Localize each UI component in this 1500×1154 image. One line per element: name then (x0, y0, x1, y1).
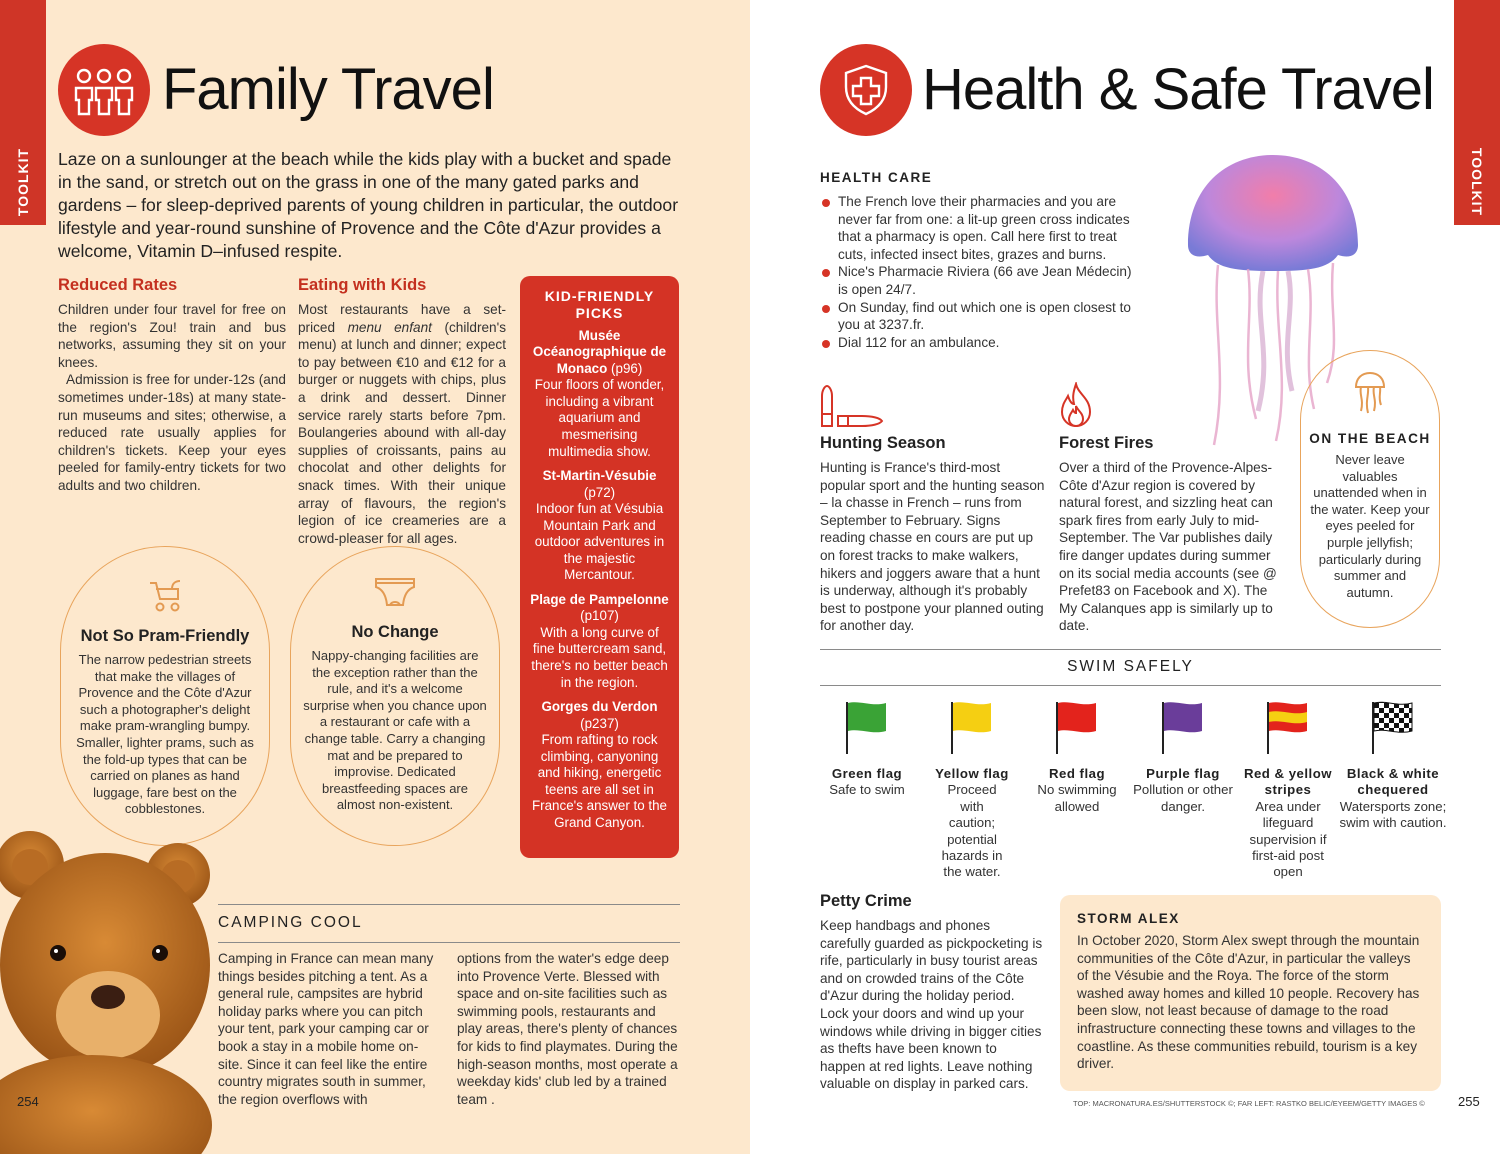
eating-section (298, 276, 506, 547)
storm-text: In October 2020, Storm Alex swept through the mountain communities of the Côte d'Azur, in particular the valleys of the Vésubie and the Roya. The force of the storm washed away homes and killed 10 people. Recovery has been slow, not least because of damage to the road infrastructure connecting these towns and villages to the coastline. As these communities rebuild, tourism is a key driver. (1077, 933, 1420, 1072)
camping-rule-2 (218, 942, 680, 943)
camping-heading: CAMPING COOL (218, 914, 363, 931)
kid-pick-page: (p237) (580, 715, 619, 731)
nochange-oval (290, 546, 500, 846)
intro-text: Laze on a sunlounger at the beach while the kids play with a bucket and spade in the sand, or stretch out on the grass in one of the many gated parks and gardens – for sleep-deprived parents of young children in particular, the outdoor lifestyle and year-round sunshine of Provence and the Côte d'Azur provides a welcome, Vitamin D–infused respite. (58, 149, 679, 261)
bullet-cartridge-icon (820, 384, 884, 430)
flag-desc: Proceed with caution; potential hazards in the water. (941, 782, 1003, 880)
flag-name: Yellow flag (935, 766, 1009, 781)
kid-pick-name (528, 699, 671, 732)
camping-col2: options from the water's edge deep into Provence Verte. Blessed with space and on-site facilities such as swimming pools, restaurants and play areas, there's plenty of chances for kids to find playmates. During the high-season months, most operate a weekday kids' club led by a trained team . (457, 951, 678, 1107)
medical-cross-shield-icon (820, 44, 912, 136)
page-number-left: 254 (17, 1094, 39, 1109)
hunting-section (820, 434, 1048, 635)
flag-name: Red flag (1048, 766, 1106, 781)
kid-pick-name (528, 468, 671, 501)
photo-credit: TOP: MACRONATURA.ES/SHUTTERSTOCK ©; FAR LEFT: RASTKO BELIC/EYEEM/GETTY IMAGES © (1073, 1099, 1425, 1108)
nochange-heading: No Change (351, 623, 439, 641)
swim-flag-item (1233, 698, 1343, 881)
health-care-item: On Sunday, find out which one is open closest to you at 3237.fr. (820, 299, 1140, 334)
flag-icon (948, 698, 996, 756)
right-page (750, 0, 1500, 1154)
swim-rule-bottom (820, 685, 1441, 686)
flag-desc: Pollution or other danger. (1133, 782, 1233, 814)
forest-fires-text: Over a third of the Provence-Alpes-Côte d'Azur region is covered by natural forest, and sizzling heat can spark fires from early July to mid-September. The Var publishes daily fire danger updates during summer on its social media accounts (see @ Prefet83 on Facebook and X). The My Calanques app is similarly up to date. (1059, 460, 1277, 634)
health-care-item: Dial 112 for an ambulance. (820, 334, 1140, 352)
toolkit-tab-left: TOOLKIT (0, 0, 46, 225)
flag-name: Red & yellow stripes (1243, 766, 1333, 798)
flag-icon (1369, 698, 1417, 756)
swim-heading: SWIM SAFELY (1067, 658, 1194, 675)
beach-oval (1300, 350, 1440, 628)
health-care-section (820, 170, 1140, 351)
eating-text (298, 301, 506, 547)
kid-pick-name (528, 328, 671, 377)
health-care-heading: HEALTH CARE (820, 170, 933, 185)
kid-picks-list (528, 328, 671, 832)
camping-section (218, 904, 680, 1107)
kid-pick-title: Plage de Pampelonne (530, 591, 669, 607)
flag-icon (1264, 698, 1312, 756)
flag-name: Green flag (831, 766, 903, 781)
page-number-right: 255 (1458, 1094, 1480, 1109)
eating-text-em: menu enfant (347, 319, 432, 335)
beach-heading: ON THE BEACH (1309, 431, 1431, 446)
nappy-icon (372, 573, 418, 613)
camping-rule (218, 904, 680, 905)
flag-desc: Safe to swim (829, 782, 905, 798)
petty-crime-heading: Petty Crime (820, 892, 912, 910)
pram-oval (60, 546, 270, 846)
eating-heading: Eating with Kids (298, 276, 427, 294)
beach-text: Never leave valuables unattended when in the water. Keep your eyes peeled for purple jellyfish; particularly during summer and autumn. (1310, 452, 1430, 600)
kid-pick-desc: Indoor fun at Vésubia Mountain Park and outdoor adventures in the majestic Mercantour. (534, 501, 665, 583)
kid-pick-name (528, 592, 671, 625)
kid-pick-desc: With a long curve of fine buttercream sand, there's no better beach in the region. (531, 624, 668, 690)
pram-heading: Not So Pram-Friendly (80, 627, 250, 645)
eating-text-b: (children's menu) at lunch and dinner; expect to pay between €10 and €12 for a burger or nuggets with chips, plus a drink and dessert. Dinner service rarely starts before 7pm. Boulangeries abound with all-day supplies of croissants, pains au chocolat and other delights for snack times. With their unique array of flavours, the region's legion of ice creameries are a crowd-pleaser for all ages. (298, 319, 506, 546)
stroller-icon (144, 573, 186, 615)
flag-name: Purple flag (1146, 766, 1220, 781)
flag-icon (1053, 698, 1101, 756)
kid-pick-desc: From rafting to rock climbing, canyoning and hiking, energetic teens are all set in France's answer to the Grand Canyon. (531, 731, 668, 830)
camping-col1: Camping in France can mean many things besides pitching a tent. As a general rule, campsites are hybrid holiday parks where you can pitch your tent, park your camping car or book a stay in a mobile home on-site. Since it can feel like the entire country migrates south in summer, the region overflows with (218, 951, 434, 1107)
nochange-text: Nappy-changing facilities are the exception rather than the rule, and it's a welcome surprise when you chance upon a restaurant or cafe with a change table. Carry a changing mat and be prepared to improvise. Dedicated breastfeeding spaces are almost non-existent. (303, 648, 487, 813)
page-title-right: Health & Safe Travel (922, 57, 1434, 122)
flag-name: Black & white chequered (1346, 766, 1440, 798)
flame-icon (1058, 382, 1094, 428)
health-care-item: Nice's Pharmacie Riviera (66 ave Jean Médecin) is open 24/7. (820, 263, 1140, 298)
toolkit-tab-right: TOOLKIT (1454, 0, 1500, 225)
kid-friendly-heading: KID-FRIENDLY PICKS (544, 288, 655, 321)
forest-fires-section (1059, 434, 1283, 635)
kid-pick-page: (p72) (583, 484, 616, 500)
swim-rule-top (820, 649, 1441, 650)
hunting-heading: Hunting Season (820, 434, 946, 452)
health-badge (820, 44, 912, 136)
flag-desc: Area under lifeguard supervision if first-aid post open (1249, 798, 1327, 880)
swim-flag-item (1022, 698, 1132, 815)
pram-text: The narrow pedestrian streets that make the villages of Provence and the Côte d'Azur such a photographer's delight make pram-wrangling bumpy. Smaller, lighter prams, such as the fold-up types that can be carried on planes as hand luggage, fare best on the cobblestones. (76, 652, 254, 817)
swim-flag-item (812, 698, 922, 799)
swim-flag-item (917, 698, 1027, 881)
kid-pick-page: (p107) (580, 608, 619, 624)
petty-crime-section (820, 892, 1044, 1093)
kid-pick-title: Gorges du Verdon (541, 699, 658, 715)
flag-desc: Watersports zone; swim with caution. (1339, 798, 1447, 831)
reduced-rates-heading: Reduced Rates (58, 276, 178, 294)
storm-heading: STORM ALEX (1077, 911, 1180, 926)
flag-icon (843, 698, 891, 756)
flag-desc: No swimming allowed (1037, 782, 1117, 814)
kid-pick-desc: Four floors of wonder, including a vibrant aquarium and mesmerising multimedia show. (534, 377, 665, 459)
forest-fires-heading: Forest Fires (1059, 434, 1154, 452)
storm-alex-box (1060, 895, 1441, 1091)
kid-pick-title: St-Martin-Vésubie (542, 468, 657, 484)
reduced-rates-text-2: Admission is free for under-12s (and sometimes under-18s) at many state-run museums and sites; otherwise, a reduced rate usually applies for children's tickets. Keep your eyes peeled for family-entry tickets for two adults and two children. (58, 372, 286, 493)
flag-icon (1159, 698, 1207, 756)
kid-pick-page: (p96) (611, 360, 643, 376)
page-title: Family Travel (162, 57, 494, 122)
kid-pick-title: Musée Océanographique de Monaco (532, 328, 667, 376)
health-care-item: The French love their pharmacies and you are never far from one: a lit-up green cross indicates that a pharmacy is open. Call here first to treat cuts, infected insect bites, grazes and burns. (820, 193, 1140, 263)
swim-flag-item (1128, 698, 1238, 815)
swim-flag-item (1338, 698, 1448, 832)
kid-friendly-box (520, 276, 679, 858)
reduced-rates-section (58, 276, 286, 495)
jellyfish-icon (1352, 369, 1388, 417)
hunting-text: Hunting is France's third-most popular sport and the hunting season – la chasse in French – runs from September to February. Signs reading chasse en cours are put up on forest tracks to make walkers, hikers and joggers aware that a hunt is underway, although it's probably best to postpone your planned outing for another day. (820, 460, 1045, 634)
family-icon (58, 44, 150, 136)
health-care-list (820, 193, 1140, 351)
petty-crime-text: Keep handbags and phones carefully guarded as pickpocketing is rife, particularly in busy tourist areas and on crowded trains of the Côte d'Azur during the holiday period. Lock your doors and wind up your windows while driving in bigger cities as thefts have been known to happen at red lights. Leave nothing valuable on display in parked cars. (820, 918, 1043, 1092)
reduced-rates-text: Children under four travel for free on the region's Zou! train and bus networks, assuming they sit on your knees. (58, 302, 286, 370)
family-badge (58, 44, 150, 136)
eating-text-a: Most restaurants have a set-priced (298, 302, 506, 335)
